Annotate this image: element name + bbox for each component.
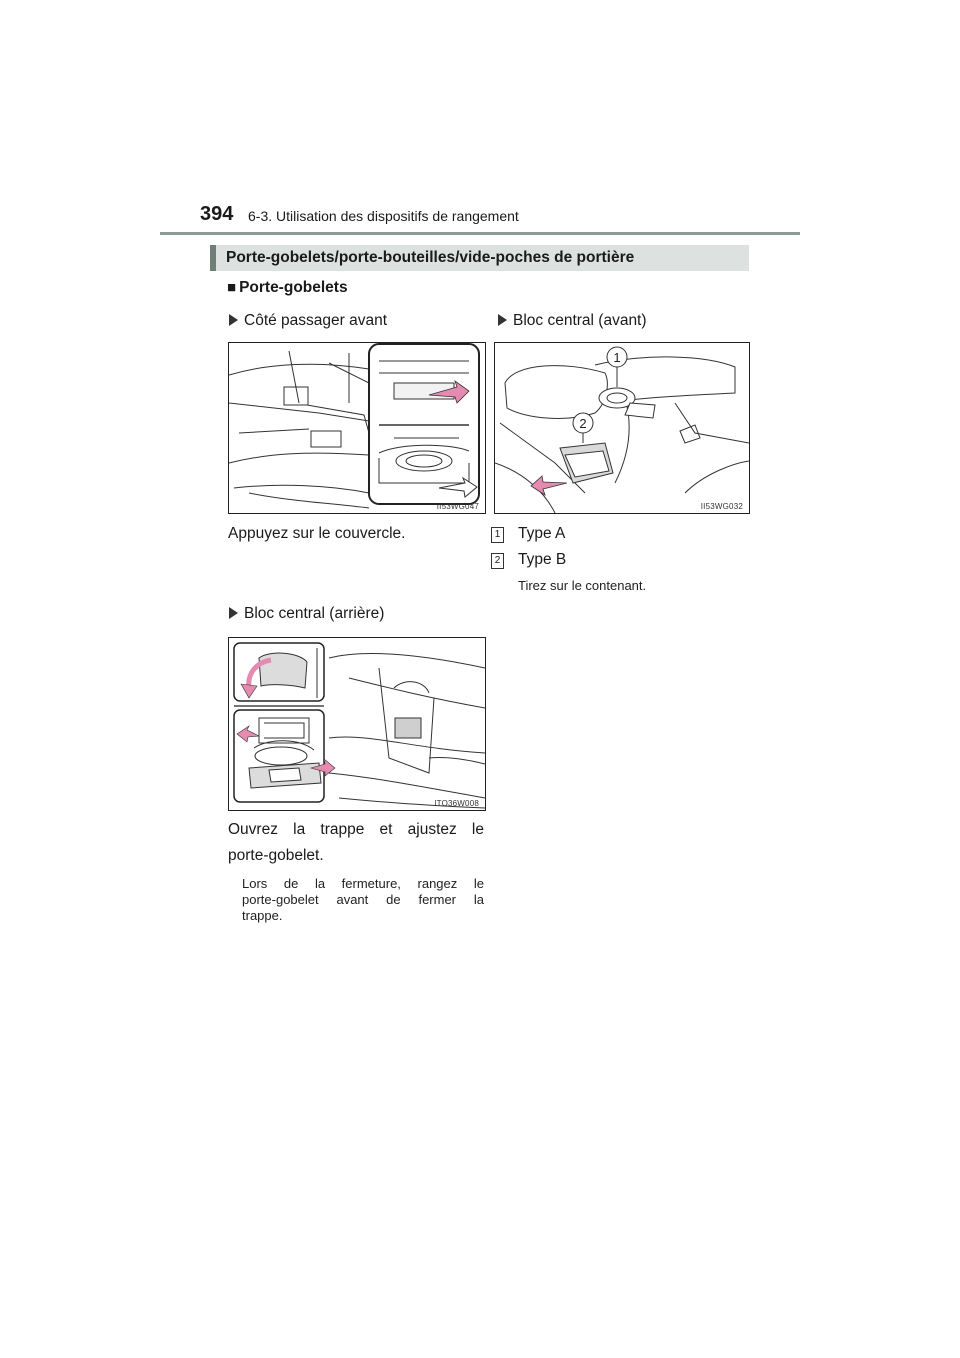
rear-console-heading-text: Bloc central (arrière) <box>244 605 385 622</box>
triangle-bullet-icon <box>498 314 507 326</box>
front-console-heading <box>498 312 647 330</box>
figure-code-front-passenger: II53WG047 <box>436 502 479 511</box>
item-label: Type B <box>518 551 567 568</box>
front-passenger-heading-text: Côté passager avant <box>244 312 388 329</box>
rear-console-caption-line2: porte-gobelet. <box>228 847 324 864</box>
section-accent <box>210 245 216 271</box>
rear-console-caption-line1: Ouvrez la trappe et ajustez le <box>228 821 484 838</box>
figure-front-passenger-cupholder <box>228 342 486 514</box>
section-title-bar <box>210 245 749 271</box>
front-console-heading-text: Bloc central (avant) <box>513 312 647 329</box>
callout-label-2: 2 <box>579 416 587 431</box>
subsection-title: Porte-gobelets <box>239 279 348 296</box>
header-rule <box>160 232 800 235</box>
front-passenger-illustration <box>229 343 485 513</box>
rear-console-illustration <box>229 638 485 810</box>
figure-rear-console-cupholder <box>228 637 486 811</box>
chapter-title: 6-3. Utilisation des dispositifs de rangement <box>248 208 519 224</box>
front-console-illustration <box>495 343 749 513</box>
triangle-bullet-icon <box>229 314 238 326</box>
figure-code-front-console: II53WG032 <box>700 502 743 511</box>
front-console-item-1 <box>491 521 565 547</box>
number-badge: 2 <box>491 553 504 569</box>
number-badge: 1 <box>491 527 504 543</box>
triangle-bullet-icon <box>229 607 238 619</box>
figure-front-console-cupholder <box>494 342 750 514</box>
rear-console-note-line3: trappe. <box>242 908 283 923</box>
front-passenger-caption: Appuyez sur le couvercle. <box>228 525 406 542</box>
item-label: Type A <box>518 525 566 542</box>
callout-label-1: 1 <box>613 350 621 365</box>
figure-code-rear-console: ITO36W008 <box>434 799 479 808</box>
page-number: 394 <box>200 203 234 225</box>
section-title: Porte-gobelets/porte-bouteilles/vide-poches de portière <box>226 249 635 266</box>
square-bullet-icon: ■ <box>227 279 237 296</box>
rear-console-note-line1: Lors de la fermeture, rangez le <box>242 876 484 891</box>
front-passenger-heading <box>229 312 387 330</box>
pull-arrow-icon <box>531 476 567 495</box>
subsection-heading <box>227 279 348 297</box>
rear-console-heading <box>229 605 384 623</box>
front-console-note: Tirez sur le contenant. <box>518 578 647 593</box>
front-console-item-2 <box>491 547 566 573</box>
rear-console-note-line2: porte-gobelet avant de fermer la <box>242 892 484 907</box>
